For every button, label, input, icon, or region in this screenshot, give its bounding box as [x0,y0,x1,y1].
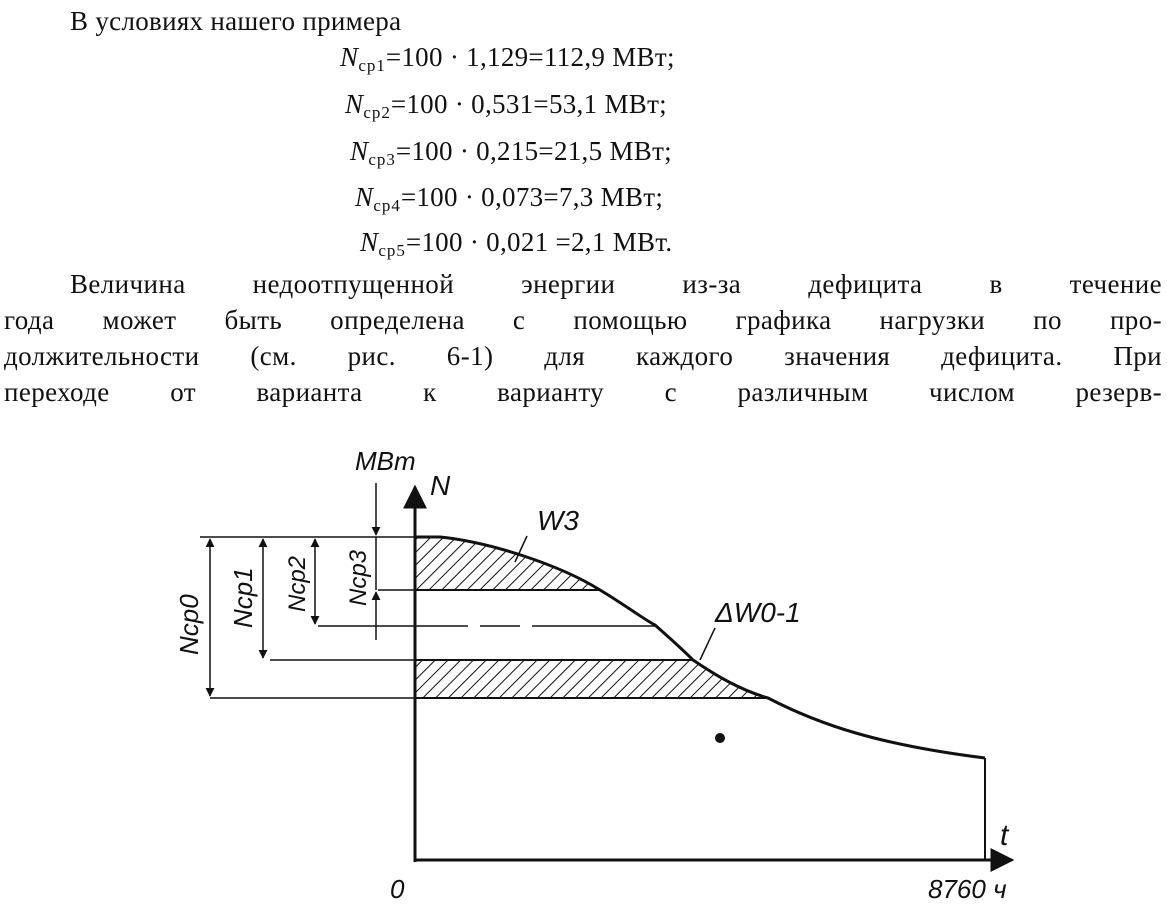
formula-ncp3: $N_{ср3}=100 \cdot 0,215=21,5$ МВт; [350,136,672,169]
formula-ncp1: $N_{ср1}=100 \cdot 1,129=112,9$ МВт; [340,42,675,75]
paragraph-line: должительности (см. рис. 6-1) для каждого значения дефицита. При [4,341,1162,371]
ncp1-label: Nср1 [228,567,258,628]
dw01-hatched-area [415,660,768,698]
formula-ncp4: $N_{ср4}=100 \cdot 0,073=7,3$ МВт; [355,182,664,215]
paragraph-line: Величина недоотпущенной энергии из-за дефицита в течение [70,269,1162,299]
paragraph-line: года может быть определена с помощью графика нагрузки по про- [4,305,1162,335]
ncp0-label: Nср0 [174,594,204,655]
origin-label: 0 [390,874,405,904]
w3-hatched-area [415,537,600,590]
w3-label: W3 [537,505,579,536]
formula-ncp5: $N_{ср5}=100 \cdot 0,021 =2,1$ МВт. [360,227,673,260]
figure-dot [715,733,725,743]
ncp3-label: Nср3 [345,549,372,606]
x-axis-label: t [1000,819,1009,852]
x-end-label: 8760 ч [928,874,1007,904]
unit-label: МВт [355,446,416,476]
dw01-label: ΔW0-1 [715,597,801,628]
dw01-leader [700,628,715,660]
formula-ncp2: $N_{ср2}=100 \cdot 0,531=53,1$ МВт; [345,89,667,122]
ncp2-label: Nср2 [284,555,311,612]
intro-text: В условиях нашего примера [70,6,402,36]
paragraph-line: переходе от варианта к варианту с различным числом резерв- [4,377,1162,407]
y-axis-label: N [430,470,451,501]
